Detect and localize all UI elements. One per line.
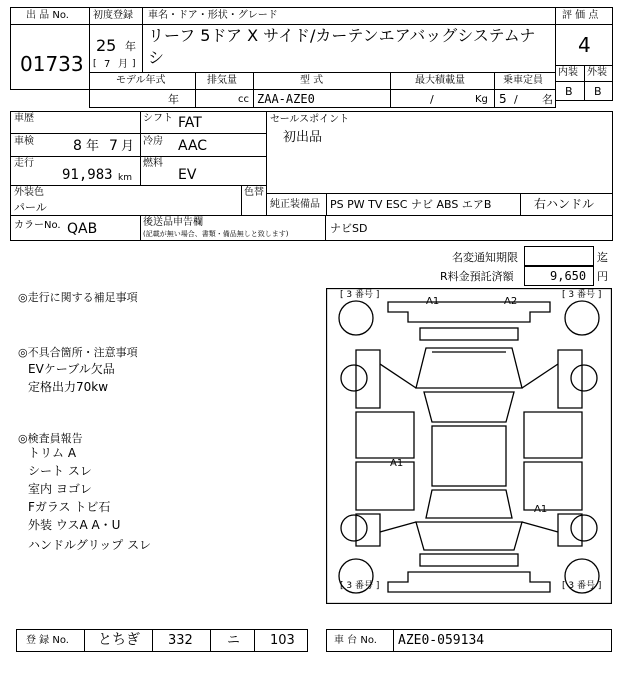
rear-glass xyxy=(426,490,512,518)
exterior-label: 外装 xyxy=(587,67,607,78)
name-change-field xyxy=(524,246,594,266)
exterior-color-label: 外装色 xyxy=(14,187,44,198)
model-year-unit: 年 xyxy=(168,93,179,106)
wheel-front-left xyxy=(339,301,373,335)
left-rear-door xyxy=(356,462,414,510)
front-grille xyxy=(420,328,518,340)
name-change-unit: 迄 xyxy=(597,251,608,264)
registration-label: 登 録 No. xyxy=(26,635,69,646)
sales-point-value: 初出品 xyxy=(283,130,323,145)
displacement-label: 排気量 xyxy=(207,75,237,86)
rear-garnish xyxy=(420,554,518,566)
left-c-pillar xyxy=(380,522,416,532)
right-front-fender xyxy=(558,350,582,408)
right-a-pillar xyxy=(522,364,558,388)
color-no-value: QAB xyxy=(67,221,98,237)
side-wheel-right-front xyxy=(571,365,597,391)
capacity-label: 乗車定員 xyxy=(503,75,543,86)
left-a-pillar xyxy=(380,364,416,388)
corner-label-bottom-left: [ 3 番号 ] xyxy=(340,581,380,591)
right-front-door xyxy=(524,412,582,458)
damage-diagram xyxy=(326,288,612,604)
diagram-frame xyxy=(327,289,612,604)
lot-label: 出 品 No. xyxy=(26,10,69,21)
model-code: ZAA-AZE0 xyxy=(257,92,315,106)
score-label: 評 価 点 xyxy=(562,10,599,21)
sales-point-label: セールスポイント xyxy=(270,114,350,125)
roof xyxy=(432,426,506,486)
first-reg-year: 25 xyxy=(96,36,117,55)
shift-label: シフト xyxy=(143,113,173,124)
inspector-line-4: Fガラス トビ石 xyxy=(28,500,111,514)
damage-mark-front-left: A1 xyxy=(426,296,440,307)
fuel-value: EV xyxy=(178,167,197,183)
model-label: 型 式 xyxy=(300,75,324,86)
inspection-label: 車検 xyxy=(14,136,34,147)
registration-place: とちぎ xyxy=(98,632,140,648)
left-front-fender xyxy=(356,350,380,408)
right-rear-fender xyxy=(558,514,582,546)
rear-bumper xyxy=(388,572,550,592)
car-name: リーフ 5ドア X サイド/カーテンエアバッグシステムナ xyxy=(148,26,536,45)
first-reg-month-unit: 月 xyxy=(118,59,128,70)
inspector-report-title: ◎検査員報告 xyxy=(18,432,83,445)
month-bracket-open: [ xyxy=(93,59,97,69)
inspection-month: 7 xyxy=(109,138,118,154)
car-name-label: 車名・ドア・形状・グレード xyxy=(148,10,278,21)
registration-class: 332 xyxy=(168,633,193,648)
exterior-color-value: パール xyxy=(14,201,47,214)
first-reg-label: 初度登録 xyxy=(93,10,133,21)
fuel-label: 燃料 xyxy=(143,158,163,169)
tailgate xyxy=(416,522,522,550)
aftermarket-note: (記載が無い場合、書類・備品無しと致します) xyxy=(143,230,289,238)
steering-side: 右ハンドル xyxy=(534,197,595,211)
damage-mark-left-side: A1 xyxy=(390,458,404,469)
defect-line-1: EVケーブル欠品 xyxy=(28,362,115,376)
max-load-label: 最大積載量 xyxy=(415,75,465,86)
hood xyxy=(416,348,522,388)
interior-grade: B xyxy=(565,85,573,98)
side-wheel-left-front xyxy=(341,365,367,391)
registration-kana: ニ xyxy=(227,633,241,648)
mileage-label: 走行 xyxy=(14,158,34,169)
name-change-label: 名変通知期限 xyxy=(452,251,518,264)
right-rear-door xyxy=(524,462,582,510)
defect-notes-title: ◎不具合箇所・注意事項 xyxy=(18,346,138,359)
history-label: 車歴 xyxy=(14,113,34,124)
defect-line-2: 定格出力70kw xyxy=(28,380,109,394)
model-year-label: モデル年式 xyxy=(116,75,166,86)
capacity-value: 5 xyxy=(499,92,507,106)
damage-mark-front-right: A2 xyxy=(504,296,518,307)
chassis-label: 車 台 No. xyxy=(334,635,377,646)
right-c-pillar xyxy=(522,522,558,532)
score-value: 4 xyxy=(578,33,591,57)
left-front-door xyxy=(356,412,414,458)
recycle-label: R料金預託済額 xyxy=(440,270,514,283)
front-bumper xyxy=(388,302,550,322)
inspection-month-unit: 月 xyxy=(121,139,135,154)
lot-number: 01733 xyxy=(20,52,84,76)
wheel-front-right xyxy=(565,301,599,335)
corner-label-top-left: [ 3 番号 ] xyxy=(340,290,380,300)
details-block xyxy=(10,111,267,216)
exterior-grade: B xyxy=(594,85,602,98)
inspector-line-1: トリム A xyxy=(28,446,77,460)
aftermarket-value: ナビSD xyxy=(330,222,368,235)
mileage-value: 91,983 xyxy=(62,167,113,183)
mileage-unit: km xyxy=(118,173,132,183)
corner-label-top-right: [ 3 番号 ] xyxy=(562,290,602,300)
month-bracket-close: ] xyxy=(132,59,136,69)
damage-mark-right-side: A1 xyxy=(534,504,548,515)
aircon-value: AAC xyxy=(178,138,208,154)
equipment-items: PS PW TV ESC ナビ ABS エアB xyxy=(330,198,492,211)
inspector-line-5: 外装 ウスA A・U xyxy=(28,518,121,532)
shift-value: FAT xyxy=(178,115,202,131)
aftermarket-label: 後送品申告欄 xyxy=(143,217,203,228)
chassis-number: AZE0-059134 xyxy=(398,633,485,648)
inspector-line-2: シート スレ xyxy=(28,464,92,478)
first-reg-month: 7 xyxy=(104,59,111,70)
corner-label-bottom-right: [ 3 番号 ] xyxy=(562,581,602,591)
left-rear-fender xyxy=(356,514,380,546)
recycle-unit: 円 xyxy=(597,270,608,283)
repaint-label: 色替 xyxy=(244,187,264,198)
side-wheel-left-rear xyxy=(341,515,367,541)
first-reg-year-unit: 年 xyxy=(125,40,136,53)
max-load-unit: Kg xyxy=(475,94,488,105)
windshield xyxy=(424,392,514,422)
inspection-year: 8 xyxy=(73,138,82,154)
inspection-year-unit: 年 xyxy=(86,139,100,154)
recycle-value: 9,650 xyxy=(550,269,587,283)
side-wheel-right-rear xyxy=(571,515,597,541)
inspector-line-6: ハンドルグリップ スレ xyxy=(28,538,152,552)
max-load-value: / xyxy=(430,93,434,106)
color-no-label: カラーNo. xyxy=(14,220,61,231)
inspector-line-3: 室内 ヨゴレ xyxy=(28,482,92,496)
driving-notes-title: ◎走行に関する補足事項 xyxy=(18,291,138,304)
equipment-label: 純正装備品 xyxy=(270,199,320,210)
capacity-unit: 名 xyxy=(542,93,553,106)
capacity-sep: / xyxy=(514,93,518,106)
registration-number: 103 xyxy=(270,633,295,648)
aircon-label: 冷房 xyxy=(143,136,163,147)
car-outline-drawing xyxy=(326,288,612,604)
displacement-unit: cc xyxy=(238,94,249,105)
interior-label: 内装 xyxy=(558,67,578,78)
aftermarket-value-box xyxy=(325,215,613,241)
car-name-continued: シ xyxy=(148,48,165,67)
